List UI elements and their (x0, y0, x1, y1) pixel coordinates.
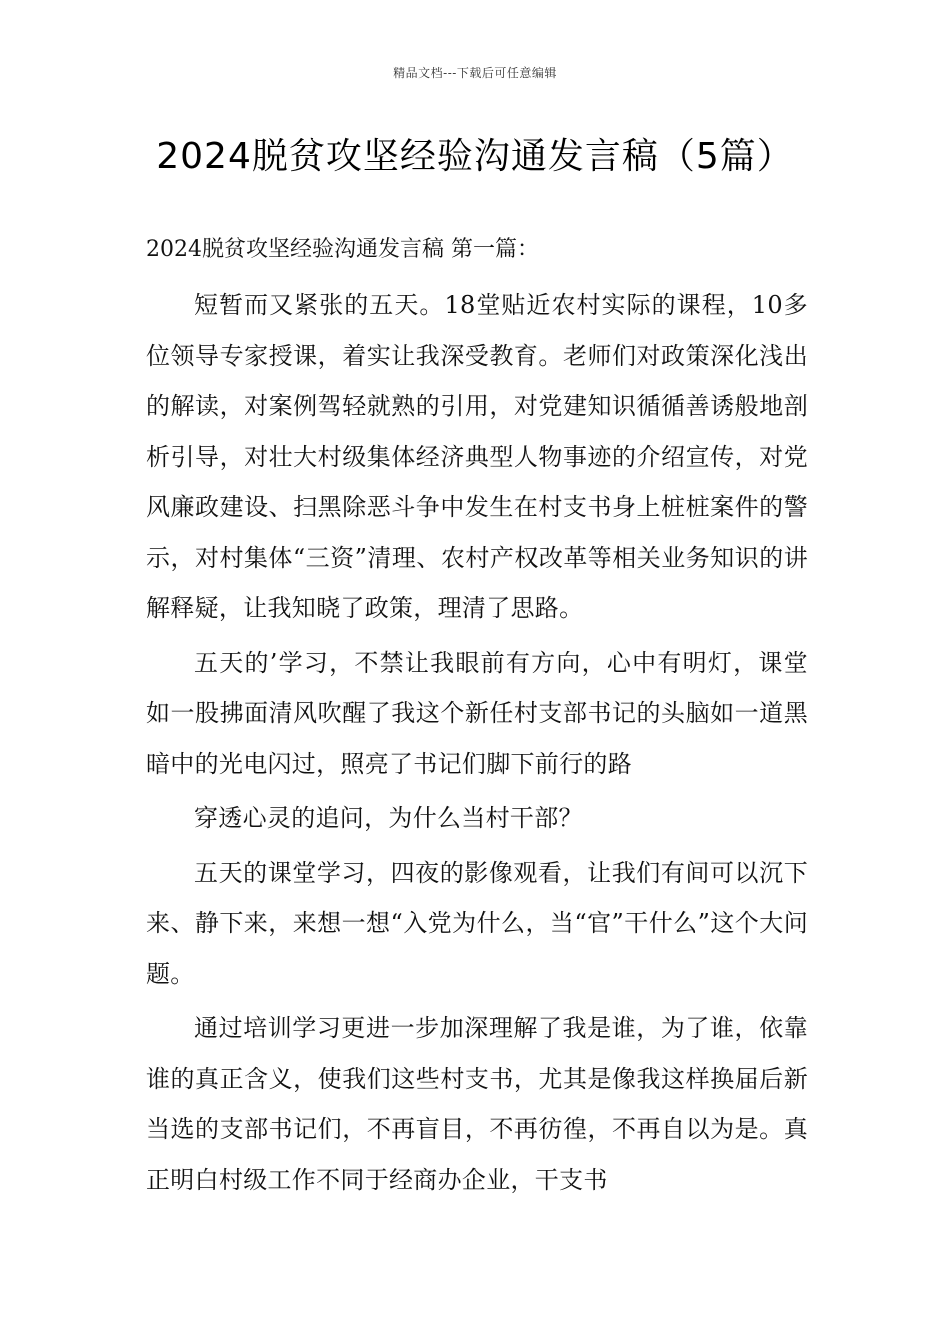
section-heading: 2024脱贫攻坚经验沟通发言稿 第一篇： (146, 237, 539, 262)
paragraph-3: 穿透心灵的追问，为什么当村干部？ (194, 804, 583, 832)
paragraph-5: 通过培训学习更进一步加深理解了我是谁，为了谁，依靠谁的真正含义，使我们这些村支书，尤其是像我这样换届后新当选的支部书记们，不再盲目，不再彷徨，不再自以为是。真正明白村级工作不同于经商办企业，干支书 (146, 1014, 808, 1194)
paragraph-2: 五天的’学习，不禁让我眼前有方向，心中有明灯，课堂如一股拂面清风吹醒了我这个新任村支部书记的头脑如一道黑暗中的光电闪过，照亮了书记们脚下前行的路 (146, 648, 808, 778)
document-body (146, 230, 808, 1205)
paragraph-1: 短暂而又紧张的五天。18堂贴近农村实际的课程，10多位领导专家授课，着实让我深受教育。老师们对政策深化浅出的解读，对案例驾轻就熟的引用，对党建知识循循善诱般地剖析引导，对壮大村级集体经济典型人物事迹的介绍宣传，对党风廉政建设、扫黑除恶斗争中发生在村支书身上桩桩案件的警示，对村集体“三资”清理、农村产权改革等相关业务知识的讲解释疑，让我知晓了政策，理清了思路。 (146, 291, 808, 622)
document-title: 2024脱贫攻坚经验沟通发言稿（5篇） (156, 136, 794, 177)
paragraph-4: 五天的课堂学习，四夜的影像观看，让我们有间可以沉下来、静下来，来想一想“入党为什么，当“官”干什么”这个大问题。 (146, 858, 808, 988)
header-note: 精品文档---下载后可任意编辑 (393, 66, 557, 80)
